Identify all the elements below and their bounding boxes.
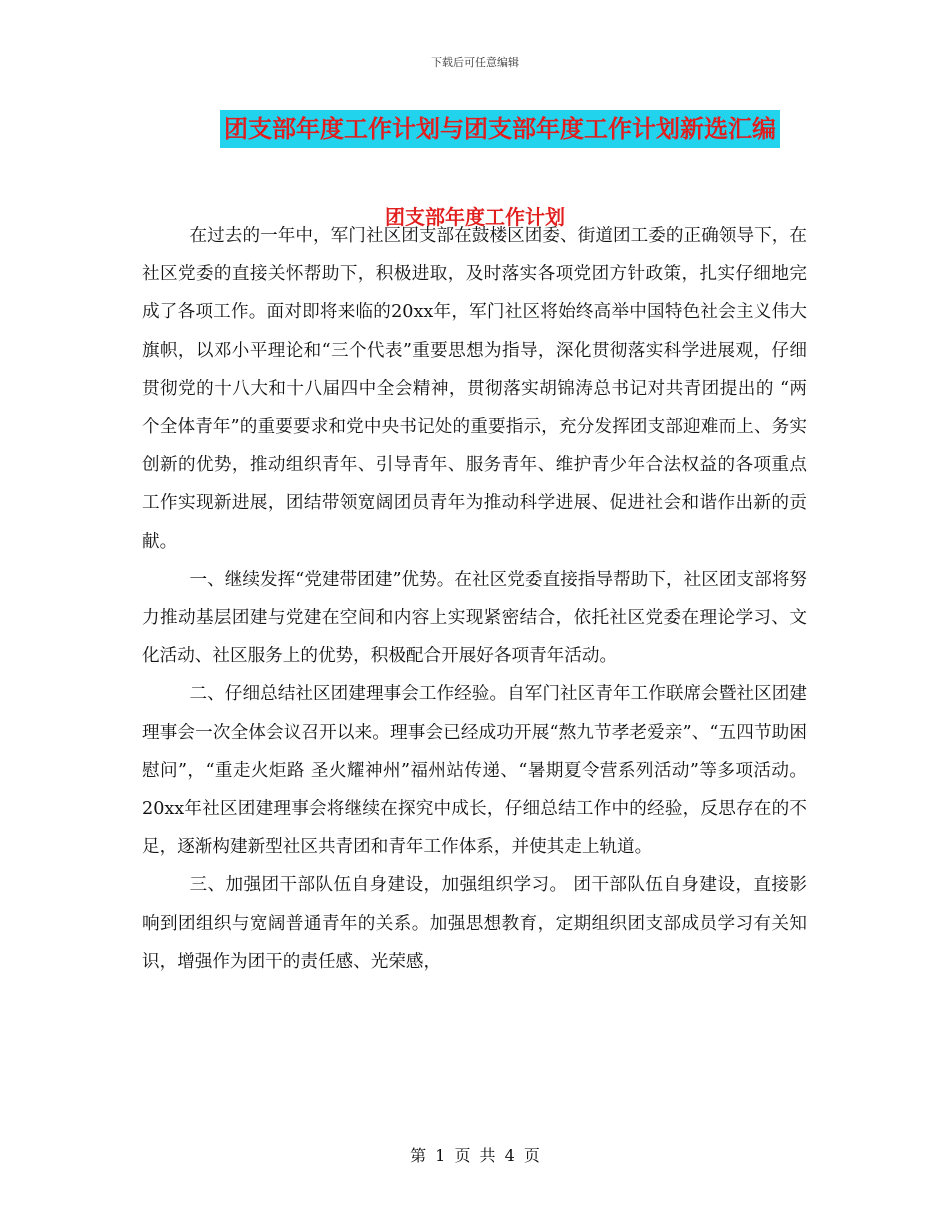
page-number-footer: 第 1 页 共 4 页 bbox=[410, 1146, 540, 1165]
document-body bbox=[142, 217, 807, 981]
document-title-wrapper bbox=[0, 110, 950, 148]
paragraph-item-3: 三、加强团干部队伍自身建设，加强组织学习。 团干部队伍自身建设，直接影响到团组织与宽阔普通青年的关系。加强思想教育，定期组织团支部成员学习有关知识，增强作为团干的责任感、光荣感， bbox=[142, 875, 807, 972]
header-note: 下载后可任意编辑 bbox=[431, 56, 519, 69]
document-title: 团支部年度工作计划与团支部年度工作计划新选汇编 bbox=[220, 110, 780, 148]
section-title: 团支部年度工作计划 bbox=[385, 205, 565, 229]
paragraph-intro: 在过去的一年中，军门社区团支部在鼓楼区团委、街道团工委的正确领导下，在社区党委的直接关怀帮助下，积极进取，及时落实各项党团方针政策，扎实仔细地完成了各项工作。面对即将来临的20xx年，军门社区将始终高举中国特色社会主义伟大旗帜，以邓小平理论和“三个代表”重要思想为指导，深化贯彻落实科学进展观，仔细贯彻党的十八大和十八届四中全会精神，贯彻落实胡锦涛总书记对共青团提出的 “两个全体青年”的重要要求和党中央书记处的重要指示，充分发挥团支部迎难而上、务实创新的优势，推动组织青年、引导青年、服务青年、维护青少年合法权益的各项重点工作实现新进展，团结带领宽阔团员青年为推动科学进展、促进社会和谐作出新的贡献。 bbox=[142, 226, 807, 552]
paragraph-item-2: 二、仔细总结社区团建理事会工作经验。自军门社区青年工作联席会暨社区团建理事会一次全体会议召开以来。理事会已经成功开展“熬九节孝老爱亲”、“五四节助困慰问”，“重走火炬路 圣火耀神州”福州站传递、“暑期夏令营系列活动”等多项活动。20xx年社区团建理事会将继续在探究中成长，仔细总结工作中的经验，反思存在的不足，逐渐构建新型社区共青团和青年工作体系，并使其走上轨道。 bbox=[142, 684, 807, 858]
paragraph-item-1: 一、继续发挥“党建带团建”优势。在社区党委直接指导帮助下，社区团支部将努力推动基层团建与党建在空间和内容上实现紧密结合，依托社区党委在理论学习、文化活动、社区服务上的优势，积极配合开展好各项青年活动。 bbox=[142, 569, 807, 667]
